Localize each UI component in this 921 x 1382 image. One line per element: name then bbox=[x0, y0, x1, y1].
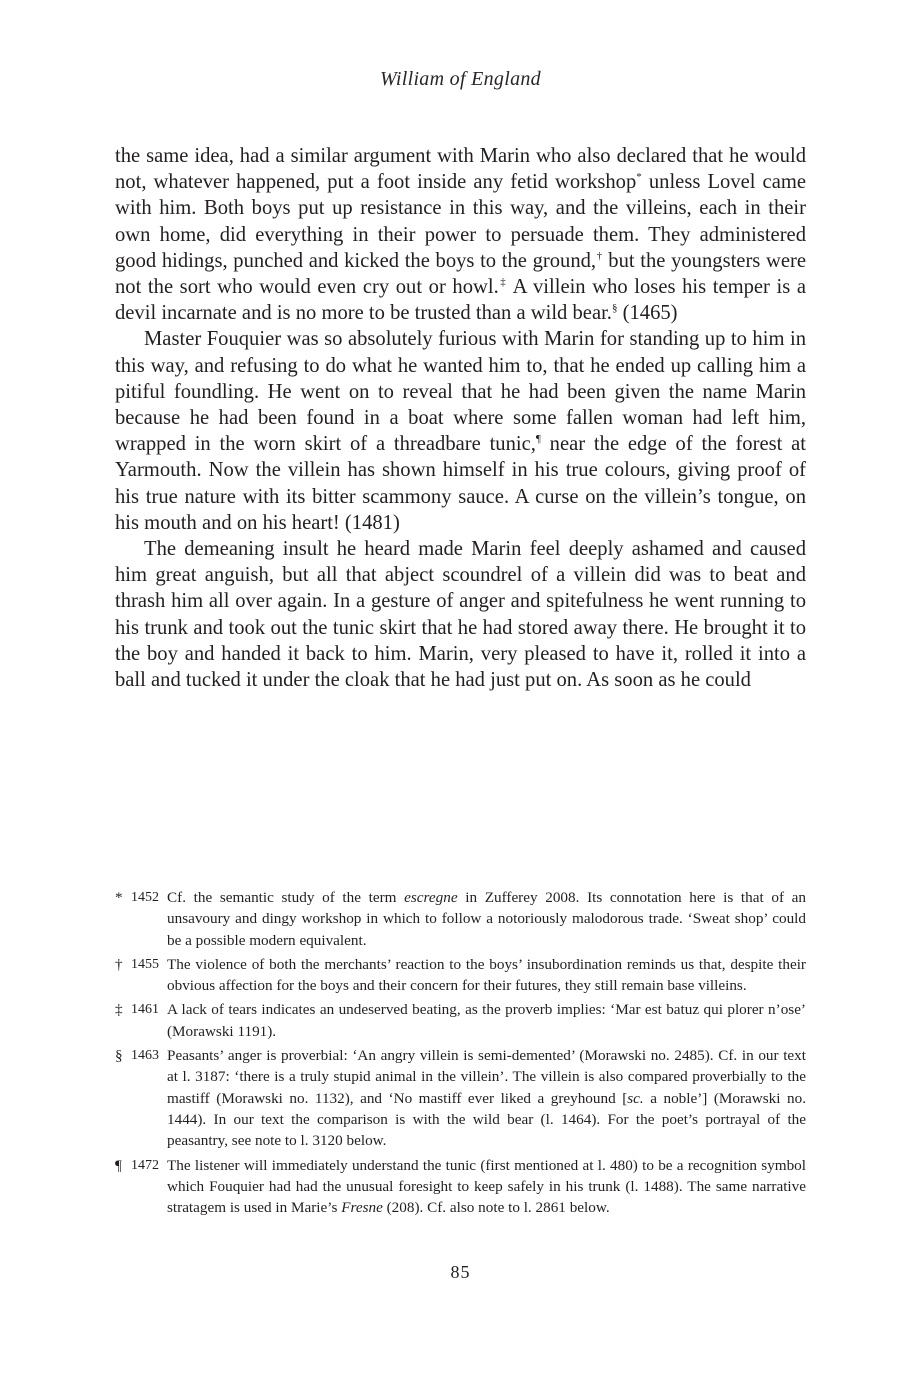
footnote bbox=[115, 1155, 806, 1219]
footnote bbox=[115, 999, 806, 1042]
footnotes bbox=[115, 887, 806, 1221]
footnote-text: The violence of both the merchants’ reaction to the boys’ insubordination reminds us that, despite their obvious affection for the boys and their concern for their futures, they still remain base villeins. bbox=[167, 955, 806, 995]
italic-term: escregne bbox=[404, 889, 458, 906]
footnote-reference: § bbox=[611, 302, 618, 315]
footnote-line-number: 1452 bbox=[131, 890, 159, 905]
paragraph: The demeaning insult he heard made Marin feel deeply ashamed and caused him great anguish, but all that abject scoundrel of a villein did was to beat and thrash him all over again. In a gesture of anger and spitefulness he went running to his trunk and took out the tunic skirt that he had stored away there. He brought it to the boy and handed it back to him. Marin, very pleased to have it, rolled it into a ball and tucked it under the cloak that he had just put on. As soon as he could bbox=[115, 538, 806, 692]
footnote-text: The listener will immediately understand the tunic (first mentioned at l. 480) to be a recognition symbol which Fouquier had had the unusual foresight to keep safely in his trunk (l. 1488). The same narrative stratagem is used in Marie’s Fresne (208). Cf. also note to l. 2861 below. bbox=[167, 1156, 806, 1217]
footnote bbox=[115, 887, 806, 951]
page-number: 85 bbox=[450, 1262, 471, 1282]
footnote-text: A lack of tears indicates an undeserved beating, as the proverb implies: ‘Mar est batuz qui plorer n’ose’ (Morawski 1191). bbox=[167, 1001, 806, 1040]
main-text bbox=[115, 143, 806, 693]
paragraph: the same idea, had a similar argument with Marin who also declared that he would not, whatever happened, put a foot inside any fetid workshop* unless Lovel came with him. Both boys put up resistance in this way, and the villeins, each in their own home, did everything in their power to persuade them. They administered good hidings, punched and kicked the boys to the ground,† but the youngsters were not the sort who would even cry out or howl.‡ A villein who loses his temper is a devil incarnate and is no more to be trusted than a wild bear.§ (1465) bbox=[115, 145, 806, 325]
running-head: William of England bbox=[380, 68, 541, 90]
footnote-line-number: 1455 bbox=[131, 956, 159, 972]
footnote-mark: ‡ bbox=[115, 1001, 123, 1019]
footnote-line-number: 1461 bbox=[131, 1002, 159, 1018]
footnote-reference: ‡ bbox=[498, 276, 508, 289]
footnote bbox=[115, 954, 806, 997]
footnote-reference: * bbox=[636, 171, 642, 184]
footnote-line-number: 1472 bbox=[131, 1157, 159, 1173]
footnote bbox=[115, 1045, 806, 1151]
footnote-mark: * bbox=[115, 889, 123, 906]
footnote-text: Cf. the semantic study of the term escregne in Zufferey 2008. Its connotation here is that of an unsavoury and dingy workshop in which to follow a notoriously malodorous trade. ‘Sweat shop’ could be a possible modern equivalent. bbox=[167, 889, 807, 949]
footnote-mark: ¶ bbox=[115, 1156, 122, 1174]
paragraph: Master Fouquier was so absolutely furious with Marin for standing up to him in this way, and refusing to do what he wanted him to, that he ended up calling him a pitiful foundling. He went on to reveal that he had been given the name Marin because he had been found in a boat where some fallen woman had left him, wrapped in the worn skirt of a threadbare tunic,¶ near the edge of the forest at Yarmouth. Now the villein has shown himself in his true colours, giving proof of his true nature with its bitter scammony sauce. A curse on the villein’s tongue, on his mouth and on his heart! (1481) bbox=[115, 328, 806, 534]
footnote-mark: † bbox=[115, 955, 123, 973]
footnote-mark: § bbox=[115, 1047, 123, 1065]
italic-term: sc. bbox=[627, 1089, 644, 1107]
italic-term: Fresne bbox=[341, 1199, 383, 1217]
footnote-reference: † bbox=[596, 249, 603, 262]
footnote-line-number: 1463 bbox=[131, 1048, 159, 1064]
footnote-text: Peasants’ anger is proverbial: ‘An angry villein is semi-demented’ (Morawski no. 2485). Cf. in our text at l. 3187: ‘there is a truly stupid animal in the villein’. The villein is also compared proverbially to the mastiff (Morawski no. 1132), and ‘No mastiff ever liked a greyhound [sc. a noble’] (Morawski no. 1444). In our text the comparison is with the wild bear (l. 1464). For the poet’s portrayal of the peasantry, see note to l. 3120 below. bbox=[167, 1047, 806, 1150]
footnote-reference: ¶ bbox=[535, 433, 541, 446]
